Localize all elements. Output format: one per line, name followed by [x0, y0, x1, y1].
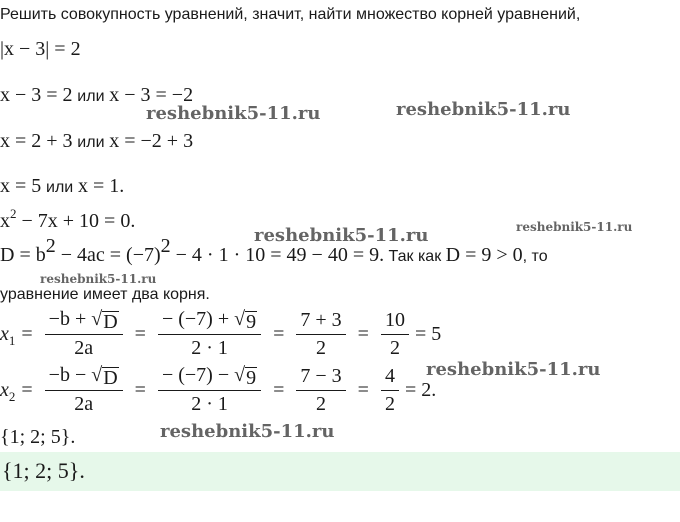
x1-fraction-4: $\frac{10}{2}$ [381, 309, 409, 360]
root-x2: $x_2$ = −b − √ D 2a = − (−7) − √ 9 2 · 1 = $\frac{7 - 3}{2}$ = $\frac{4}{2}$ = 2. [0, 364, 437, 415]
equation-3b: x = −2 + 3 [109, 130, 194, 152]
intro-text: Решить совокупность уравнений, значит, найти множество корней уравнений, [0, 6, 581, 23]
equation-row-2 [0, 130, 193, 154]
watermark: reshebnik5-11.ru [426, 359, 601, 380]
x2-fraction-1: −b − √ D 2a [45, 364, 123, 416]
watermark: reshebnik5-11.ru [516, 220, 633, 234]
x2-fraction-3: $\frac{7 - 3}{2}$ [296, 365, 345, 416]
x2-result: = 2. [404, 378, 437, 401]
x1-label: $x_1$ [0, 322, 16, 348]
x1-fraction-1: −b + √ D 2a [45, 308, 123, 360]
solution-set: {1; 2; 5}. [0, 426, 76, 448]
equation-2b: x − 3 = −2 [109, 84, 194, 106]
watermark: reshebnik5-11.ru [160, 421, 335, 442]
root-x1: $x_1$ = −b + √ D 2a = − (−7) + √ 9 2 · 1 = $\frac{7 + 3}{2}$ = $\frac{10}{2}$ = 5 [0, 308, 442, 359]
x2-label: $x_2$ [0, 378, 16, 404]
discriminant-line: $D = b^2 - 4ac = (-7)^2 - 4 \cdot 1 \cdot 10 = 49 - 40 = 9$. Так как D = 9 > 0, то [0, 235, 548, 266]
x1-result: = 5 [414, 322, 442, 345]
answer-box [0, 452, 680, 491]
watermark: reshebnik5-11.ru [40, 272, 157, 286]
or-word: или [77, 134, 105, 151]
equation-4b: x = 1. [77, 175, 125, 197]
equation-abs: |x − 3| = 2 [0, 38, 81, 60]
quadratic-equation: $x^2 - 7x + 10 = 0$. [0, 206, 136, 232]
or-word: или [46, 179, 74, 196]
equation-2a: x − 3 = 2 [0, 84, 73, 106]
equation-row-3 [0, 175, 124, 199]
watermark: reshebnik5-11.ru [396, 99, 571, 120]
x2-fraction-2: − (−7) − √ 9 2 · 1 [158, 364, 261, 416]
x1-fraction-3: $\frac{7 + 3}{2}$ [296, 309, 345, 360]
watermark: reshebnik5-11.ru [254, 225, 429, 246]
x1-fraction-2: − (−7) + √ 9 2 · 1 [158, 308, 261, 360]
watermark: reshebnik5-11.ru [146, 103, 321, 124]
or-word: или [77, 88, 105, 105]
x2-fraction-4: $\frac{4}{2}$ [381, 365, 399, 416]
answer-text: {1; 2; 5}. [2, 458, 85, 483]
equation-3a: x = 2 + 3 [0, 130, 73, 152]
two-roots-text: уравнение имеет два корня. [0, 286, 210, 303]
equation-4a: x = 5 [0, 175, 42, 197]
